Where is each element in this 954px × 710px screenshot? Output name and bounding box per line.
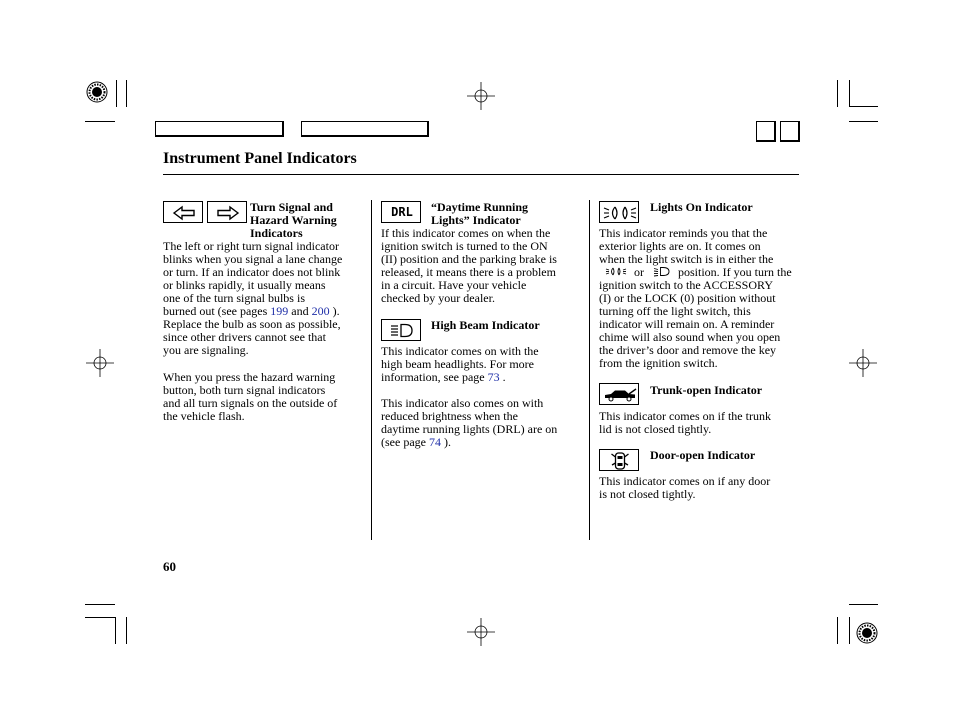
trunk-open-description: This indicator comes on if the trunk lid is not closed tightly. — [599, 409, 771, 436]
high-beam-heading: High Beam Indicator — [431, 318, 540, 332]
page-link-74[interactable]: 74 — [428, 435, 441, 449]
crosshair-icon — [86, 349, 114, 377]
drl-indicator-icon: DRL — [381, 201, 421, 223]
column-divider — [589, 200, 590, 540]
turn-signal-right-icon — [207, 201, 247, 223]
nav-prev-page-button[interactable] — [756, 121, 776, 142]
title-rule — [163, 174, 799, 175]
drl-description: If this indicator comes on when the ignition switch is turned to the ON (II) position and the parking brake is released, it means there is a problem in a circuit. Have your vehicle checked by your dealer. — [381, 226, 557, 305]
door-open-heading: Door-open Indicator — [650, 448, 756, 462]
page-link-73[interactable]: 73 — [487, 370, 500, 384]
turn-signal-heading: Turn Signal and Hazard Warning Indicators — [250, 200, 337, 240]
lights-on-description: This indicator reminds you that the exterior lights are on. It comes on when the light switch is in either the or position. If you turn the ignition switch to the ACCESSORY (I) or the LOCK (0) position without turning off the light switch, this indicator will remain on. A reminder chime will also sound when you open the driver’s door and remove the key from the ignition switch. — [599, 226, 792, 370]
lights-on-icon — [599, 201, 639, 223]
trunk-open-icon — [599, 383, 639, 405]
crosshair-icon — [849, 349, 877, 377]
parking-lights-icon — [605, 266, 627, 277]
door-open-icon — [599, 449, 639, 471]
crosshair-icon — [467, 82, 495, 110]
nav-box-contents[interactable] — [301, 121, 429, 137]
high-beam-drl-description: This indicator also comes on with reduced brightness when the daytime running lights (DRL) are on (see page 74 ). — [381, 396, 558, 449]
headlight-icon — [653, 266, 671, 277]
page-title: Instrument Panel Indicators — [163, 150, 357, 167]
lights-on-heading: Lights On Indicator — [650, 200, 753, 214]
column-divider — [371, 200, 372, 540]
door-open-description: This indicator comes on if any door is not closed tightly. — [599, 474, 771, 501]
nav-box-main-menu[interactable] — [155, 121, 284, 137]
page-number: 60 — [163, 559, 176, 574]
nav-next-page-button[interactable] — [780, 121, 800, 142]
turn-signal-description: The left or right turn signal indicator blinks when you signal a lane change or turn. If an indicator does not blink or blinks rapidly, it usually means one of the turn signal bulbs is burned out (see pages 199 and 200 ). Replace the bulb as soon as possible, since other drivers cannot see that you are signaling. — [163, 239, 343, 357]
crosshair-icon — [467, 618, 495, 646]
registration-target-icon — [855, 621, 879, 645]
high-beam-description: This indicator comes on with the high beam headlights. For more information, see page 73 . — [381, 344, 539, 384]
turn-signal-left-icon — [163, 201, 203, 223]
trunk-open-heading: Trunk-open Indicator — [650, 383, 763, 397]
page-link-200[interactable]: 200 — [311, 304, 330, 318]
page-link-199[interactable]: 199 — [270, 304, 289, 318]
registration-target-icon — [85, 80, 109, 104]
hazard-warning-description: When you press the hazard warning button, both turn signal indicators and all turn signals on the outside of the vehicle flash. — [163, 370, 338, 423]
drl-heading: “Daytime Running Lights” Indicator — [431, 200, 529, 227]
high-beam-icon — [381, 319, 421, 341]
